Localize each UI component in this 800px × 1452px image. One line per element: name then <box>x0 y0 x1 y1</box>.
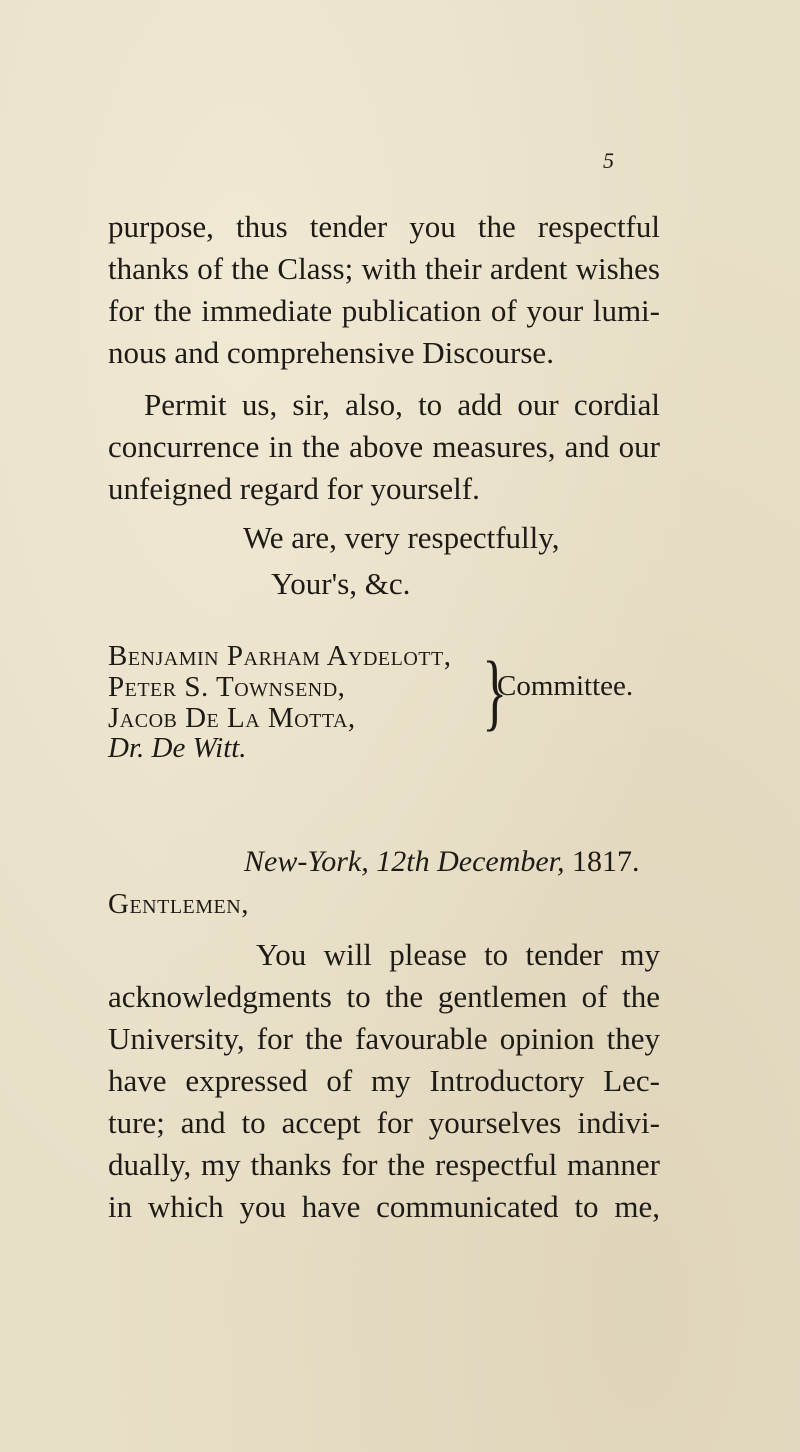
dateline-year: 1817. <box>572 845 640 878</box>
addressee: Dr. De Witt. <box>108 732 247 764</box>
text-line: thanks of the Class; with their ardent wishes <box>108 251 660 286</box>
salutation: Gentlemen, <box>108 888 249 920</box>
text-line: You will please to tender my <box>256 937 660 972</box>
text-line: dually, my thanks for the respectful manner <box>108 1147 660 1182</box>
signatory-1: Benjamin Parham Aydelott, <box>108 640 452 672</box>
text-line: purpose, thus tender you the respectful <box>108 209 660 244</box>
text-line: concurrence in the above measures, and our <box>108 429 660 464</box>
text-line: nous and comprehensive Discourse. <box>108 335 554 370</box>
paragraph-2 <box>108 384 660 510</box>
paragraph-1 <box>108 206 660 374</box>
text-line: for the immediate publication of your lumi- <box>108 293 660 328</box>
closing-line-1: We are, very respectfully, <box>243 520 560 555</box>
paragraph-3 <box>108 934 660 1228</box>
dateline-place: New-York, <box>244 845 369 878</box>
committee-label: Committee. <box>497 670 634 702</box>
text-line: ture; and to accept for yourselves indivi- <box>108 1105 660 1140</box>
text-line: University, for the favourable opinion they <box>108 1021 660 1056</box>
closing-line-2: Your's, &c. <box>271 566 411 601</box>
signatory-3: Jacob De La Motta, <box>108 702 356 734</box>
text-line: unfeigned regard for yourself. <box>108 471 480 506</box>
text-line: acknowledgments to the gentlemen of the <box>108 979 660 1014</box>
signatory-2: Peter S. Townsend, <box>108 671 346 703</box>
text-line: Permit us, sir, also, to add our cordial <box>144 387 660 422</box>
text-line: in which you have communicated to me, <box>108 1189 660 1224</box>
text-line: have expressed of my Introductory Lec- <box>108 1063 660 1098</box>
page-number: 5 <box>603 148 614 173</box>
dateline <box>244 845 640 879</box>
brace-symbol: } <box>482 643 508 739</box>
dateline-date: 12th December, <box>376 845 565 878</box>
